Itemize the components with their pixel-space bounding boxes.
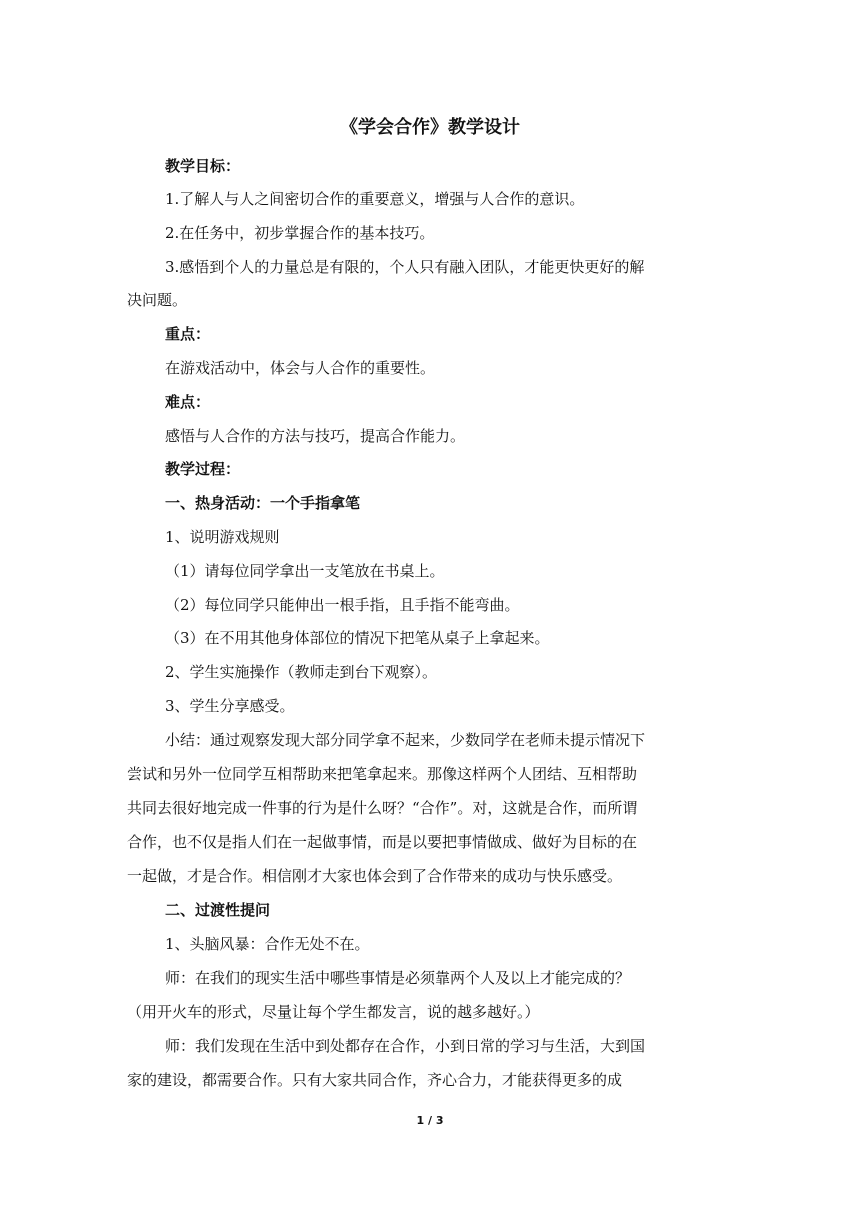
summary-line-1: 小结：通过观察发现大部分同学拿不起来，少数同学在老师未提示情况下 [165,731,646,749]
objective-1: 1.了解人与人之间密切合作的重要意义，增强与人合作的意识。 [165,190,585,208]
page-number: 1 / 3 [416,1114,444,1127]
key-point-text: 在游戏活动中，体会与人合作的重要性。 [165,359,436,377]
heading-teaching-objectives: 教学目标： [165,157,241,175]
summary-line-4: 合作，也不仅是指人们在一起做事情，而是以要把事情做成、做好为目标的在 [127,833,638,851]
section-2-heading: 二、过渡性提问 [165,901,271,919]
step-1: 1、说明游戏规则 [165,528,280,546]
difficulty-text: 感悟与人合作的方法与技巧，提高合作能力。 [165,427,466,445]
summary-line-5: 一起做，才是合作。相信刚才大家也体会到了合作带来的成功与快乐感受。 [127,867,623,885]
rule-2: （2）每位同学只能伸出一根手指，且手指不能弯曲。 [165,596,520,614]
summary-line-3: 共同去很好地完成一件事的行为是什么呀？“合作”。对，这就是合作，而所谓 [127,799,638,817]
objective-2: 2.在任务中，初步掌握合作的基本技巧。 [165,224,435,242]
objective-3-line-2: 决问题。 [127,291,188,309]
rule-3: （3）在不用其他身体部位的情况下把笔从桌子上拿起来。 [165,629,550,647]
brainstorm-step: 1、头脑风暴：合作无处不在。 [165,935,370,953]
rule-1: （1）请每位同学拿出一支笔放在书桌上。 [165,562,445,580]
teacher-remark-line-2: 家的建设，都需要合作。只有大家共同合作，齐心合力，才能获得更多的成 [127,1071,623,1089]
step-3: 3、学生分享感受。 [165,697,295,715]
teacher-question: 师：在我们的现实生活中哪些事情是必须靠两个人及以上才能完成的？ [165,969,631,987]
teacher-remark-line-1: 师：我们发现在生活中到处都存在合作，小到日常的学习与生活，大到国 [165,1037,646,1055]
document-title: 《学会合作》教学设计 [340,117,520,138]
objective-3-line-1: 3.感悟到个人的力量总是有限的，个人只有融入团队，才能更快更好的解 [165,258,645,276]
heading-key-points: 重点： [165,325,211,343]
step-2: 2、学生实施操作（教师走到台下观察）。 [165,663,438,681]
heading-teaching-process: 教学过程： [165,460,241,478]
teacher-question-note: （用开火车的形式，尽量让每个学生都发言，说的越多越好。） [127,1003,540,1021]
section-1-heading: 一、热身活动：一个手指拿笔 [165,494,361,512]
heading-difficulties: 难点： [165,393,211,411]
summary-line-2: 尝试和另外一位同学互相帮助来把笔拿起来。那像这样两个人团结、互相帮助 [127,765,638,783]
